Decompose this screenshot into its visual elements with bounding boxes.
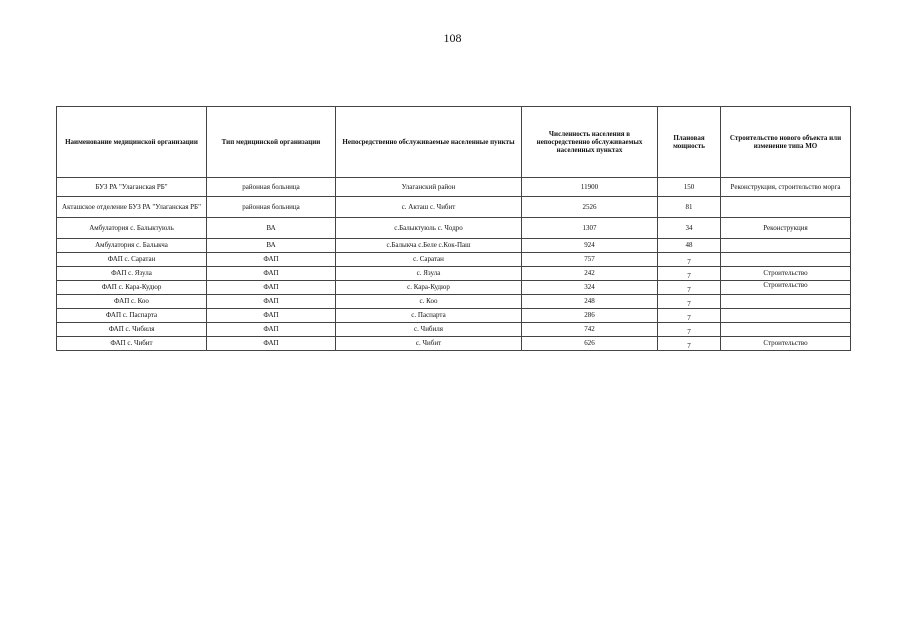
cell-name: БУЗ РА "Улаганская РБ" (57, 178, 207, 197)
cell-settlements: с. Чибит (336, 337, 522, 351)
column-header-name: Наименование медицинской организации (57, 107, 207, 178)
cell-capacity: 48 (658, 239, 721, 253)
cell-type: ФАП (207, 253, 336, 267)
table-header-row (57, 107, 851, 178)
cell-population: 242 (522, 267, 658, 281)
table-row (57, 267, 851, 281)
cell-population: 626 (522, 337, 658, 351)
column-header-construction: Строительство нового объекта или изменение типа МО (721, 107, 851, 178)
table-row (57, 323, 851, 337)
column-header-population: Численность населения в непосредственно обслуживаемых населенных пунктах (522, 107, 658, 178)
cell-name: Амбулатория с. Балыктуюль (57, 218, 207, 239)
cell-type: районная больница (207, 197, 336, 218)
cell-capacity: 7 (658, 337, 721, 351)
cell-capacity: 150 (658, 178, 721, 197)
cell-construction: Строительство (721, 267, 851, 281)
cell-construction (721, 197, 851, 218)
cell-name: Амбулатория с. Балыкча (57, 239, 207, 253)
column-header-settlements: Непосредственно обслуживаемые населенные пункты (336, 107, 522, 178)
cell-population: 286 (522, 309, 658, 323)
table-row (57, 218, 851, 239)
cell-construction: Строительство (721, 281, 851, 295)
cell-name: ФАП с. Язула (57, 267, 207, 281)
cell-population: 757 (522, 253, 658, 267)
cell-settlements: с.Балыктуюль с. Чодро (336, 218, 522, 239)
cell-settlements: с. Акташ с. Чибит (336, 197, 522, 218)
cell-construction: Реконструкция, строительство морга (721, 178, 851, 197)
cell-construction (721, 309, 851, 323)
cell-population: 11900 (522, 178, 658, 197)
cell-construction (721, 295, 851, 309)
table-row (57, 309, 851, 323)
page-number: 108 (443, 31, 462, 45)
table-row (57, 253, 851, 267)
cell-construction (721, 239, 851, 253)
table-row (57, 337, 851, 351)
cell-settlements: Улаганский район (336, 178, 522, 197)
cell-type: ФАП (207, 337, 336, 351)
cell-name: Акташское отделение БУЗ РА "Улаганская РБ" (57, 197, 207, 218)
cell-population: 2526 (522, 197, 658, 218)
table-row (57, 239, 851, 253)
cell-population: 742 (522, 323, 658, 337)
cell-settlements: с. Чибиля (336, 323, 522, 337)
cell-type: ВА (207, 218, 336, 239)
cell-name: ФАП с. Чибит (57, 337, 207, 351)
cell-settlements: с. Кара-Кудюр (336, 281, 522, 295)
cell-type: ВА (207, 239, 336, 253)
cell-settlements: с.Балыкча с.Беле с.Кок-Паш (336, 239, 522, 253)
cell-type: ФАП (207, 323, 336, 337)
cell-settlements: с. Язула (336, 267, 522, 281)
cell-capacity: 7 (658, 295, 721, 309)
medical-organizations-table (56, 106, 851, 351)
table-row (57, 197, 851, 218)
cell-settlements: с. Саратан (336, 253, 522, 267)
cell-settlements: с. Паспарта (336, 309, 522, 323)
cell-type: ФАП (207, 267, 336, 281)
cell-type: районная больница (207, 178, 336, 197)
cell-capacity: 34 (658, 218, 721, 239)
cell-capacity: 7 (658, 309, 721, 323)
cell-construction: Реконструкция (721, 218, 851, 239)
cell-population: 1307 (522, 218, 658, 239)
cell-type: ФАП (207, 309, 336, 323)
cell-capacity: 7 (658, 267, 721, 281)
table-row (57, 281, 851, 295)
cell-capacity: 7 (658, 281, 721, 295)
cell-population: 924 (522, 239, 658, 253)
cell-capacity: 7 (658, 323, 721, 337)
cell-population: 248 (522, 295, 658, 309)
cell-name: ФАП с. Коо (57, 295, 207, 309)
table-row (57, 295, 851, 309)
table-row (57, 178, 851, 197)
cell-capacity: 7 (658, 253, 721, 267)
cell-population: 324 (522, 281, 658, 295)
column-header-type: Тип медицинской организации (207, 107, 336, 178)
cell-capacity: 81 (658, 197, 721, 218)
cell-settlements: с. Коо (336, 295, 522, 309)
cell-name: ФАП с. Чибиля (57, 323, 207, 337)
cell-type: ФАП (207, 295, 336, 309)
cell-construction (721, 253, 851, 267)
column-header-capacity: Плановая мощность (658, 107, 721, 178)
cell-construction (721, 323, 851, 337)
cell-type: ФАП (207, 281, 336, 295)
cell-name: ФАП с. Кара-Кудюр (57, 281, 207, 295)
cell-name: ФАП с. Саратан (57, 253, 207, 267)
cell-construction: Строительство (721, 337, 851, 351)
cell-name: ФАП с. Паспарта (57, 309, 207, 323)
